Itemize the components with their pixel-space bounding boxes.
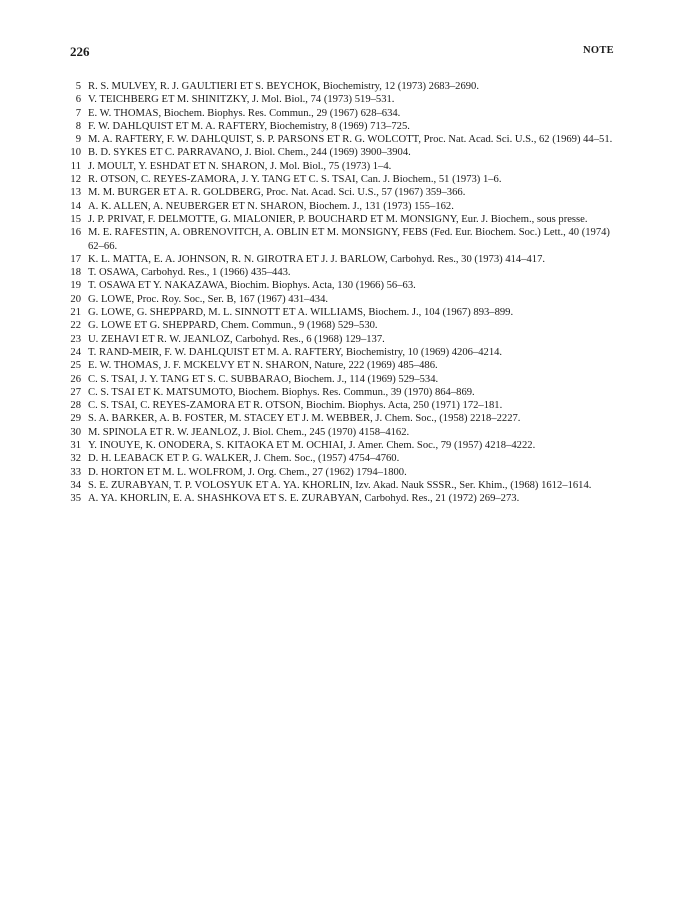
reference-number: 27 bbox=[70, 386, 81, 398]
reference-text: F. W. DAHLQUIST ET M. A. RAFTERY, Biochemistry, 8 (1969) 713–725. bbox=[88, 120, 410, 132]
reference-number: 31 bbox=[70, 440, 81, 452]
reference-item bbox=[66, 399, 626, 412]
reference-item bbox=[66, 226, 626, 253]
reference-text: G. LOWE, G. SHEPPARD, M. L. SINNOTT ET A. WILLIAMS, Biochem. J., 104 (1967) 893–899. bbox=[88, 307, 514, 319]
reference-text: R. S. MULVEY, R. J. GAULTIERI ET S. BEYCHOK, Biochemistry, 12 (1973) 2683–2690. bbox=[88, 81, 479, 92]
reference-number: 25 bbox=[70, 360, 81, 372]
reference-text: D. H. LEABACK ET P. G. WALKER, J. Chem. Soc., (1957) 4754–4760. bbox=[88, 453, 400, 465]
reference-text: C. S. TSAI ET K. MATSUMOTO, Biochem. Biophys. Res. Commun., 39 (1970) 864–869. bbox=[88, 386, 475, 398]
reference-number: 35 bbox=[70, 493, 81, 505]
reference-text: G. LOWE ET G. SHEPPARD, Chem. Commun., 9 (1968) 529–530. bbox=[88, 320, 378, 332]
reference-text: A. K. ALLEN, A. NEUBERGER ET N. SHARON, Biochem. J., 131 (1973) 155–162. bbox=[88, 200, 454, 212]
reference-text: C. S. TSAI, J. Y. TANG ET S. C. SUBBARAO, Biochem. J., 114 (1969) 529–534. bbox=[88, 373, 439, 385]
reference-number: 28 bbox=[70, 400, 81, 412]
reference-item bbox=[66, 319, 626, 332]
reference-text: Y. INOUYE, K. ONODERA, S. KITAOKA ET M. OCHIAI, J. Amer. Chem. Soc., 79 (1957) 4218–4222. bbox=[88, 440, 536, 452]
reference-text: M. M. BURGER ET A. R. GOLDBERG, Proc. Nat. Acad. Sci. U.S., 57 (1967) 359–366. bbox=[88, 187, 466, 199]
reference-text: T. OSAWA ET Y. NAKAZAWA, Biochim. Biophys. Acta, 130 (1966) 56–63. bbox=[88, 280, 416, 292]
reference-item bbox=[66, 412, 626, 425]
reference-item bbox=[66, 386, 626, 399]
reference-item bbox=[66, 479, 626, 492]
reference-item bbox=[66, 293, 626, 306]
reference-number: 16 bbox=[70, 227, 81, 239]
reference-number: 9 bbox=[75, 134, 81, 146]
reference-number: 5 bbox=[75, 81, 81, 92]
reference-text: E. W. THOMAS, J. F. MCKELVY ET N. SHARON, Nature, 222 (1969) 485–486. bbox=[88, 360, 438, 372]
reference-number: 7 bbox=[75, 107, 81, 119]
reference-item bbox=[66, 439, 626, 452]
reference-item bbox=[66, 80, 626, 93]
reference-number: 6 bbox=[75, 94, 81, 106]
reference-item bbox=[66, 186, 626, 199]
reference-item bbox=[66, 120, 626, 133]
reference-text: J. P. PRIVAT, F. DELMOTTE, G. MIALONIER, P. BOUCHARD ET M. MONSIGNY, Eur. J. Biochem., sous presse. bbox=[88, 213, 588, 225]
running-head: NOTE bbox=[583, 45, 614, 56]
reference-number: 30 bbox=[70, 426, 81, 438]
reference-item bbox=[66, 359, 626, 372]
reference-number: 24 bbox=[70, 346, 81, 358]
reference-text: S. E. ZURABYAN, T. P. VOLOSYUK ET A. YA. KHORLIN, Izv. Akad. Nauk SSSR., Ser. Khim., (1968) 1612–1614. bbox=[88, 479, 592, 491]
reference-number: 10 bbox=[70, 147, 81, 159]
reference-item bbox=[66, 107, 626, 120]
reference-text: J. MOULT, Y. ESHDAT ET N. SHARON, J. Mol. Biol., 75 (1973) 1–4. bbox=[88, 160, 392, 172]
reference-text: K. L. MATTA, E. A. JOHNSON, R. N. GIROTRA ET J. J. BARLOW, Carbohyd. Res., 30 (1973) 414–417. bbox=[88, 253, 546, 265]
reference-number: 22 bbox=[70, 320, 81, 332]
reference-number: 23 bbox=[70, 333, 81, 345]
reference-item bbox=[66, 200, 626, 213]
reference-number: 14 bbox=[70, 200, 81, 212]
reference-number: 15 bbox=[70, 213, 81, 225]
reference-text: V. TEICHBERG ET M. SHINITZKY, J. Mol. Biol., 74 (1973) 519–531. bbox=[88, 94, 395, 106]
reference-item bbox=[66, 253, 626, 266]
reference-number: 13 bbox=[70, 187, 81, 199]
reference-number: 8 bbox=[75, 120, 81, 132]
reference-number: 11 bbox=[70, 160, 81, 172]
reference-item bbox=[66, 133, 626, 146]
reference-text: M. E. RAFESTIN, A. OBRENOVITCH, A. OBLIN ET M. MONSIGNY, FEBS (Fed. Eur. Biochem. Soc.) Lett., 40 (1974) 62–66. bbox=[88, 227, 610, 252]
reference-number: 26 bbox=[70, 373, 81, 385]
reference-text: U. ZEHAVI ET R. W. JEANLOZ, Carbohyd. Res., 6 (1968) 129–137. bbox=[88, 333, 385, 345]
reference-number: 29 bbox=[70, 413, 81, 425]
reference-item bbox=[66, 373, 626, 386]
reference-text: M. SPINOLA ET R. W. JEANLOZ, J. Biol. Chem., 245 (1970) 4158–4162. bbox=[88, 426, 410, 438]
reference-item bbox=[66, 426, 626, 439]
reference-text: C. S. TSAI, C. REYES-ZAMORA ET R. OTSON, Biochim. Biophys. Acta, 250 (1971) 172–181. bbox=[88, 400, 503, 412]
reference-item bbox=[66, 213, 626, 226]
reference-item bbox=[66, 279, 626, 292]
reference-text: T. RAND-MEIR, F. W. DAHLQUIST ET M. A. RAFTERY, Biochemistry, 10 (1969) 4206–4214. bbox=[88, 346, 503, 358]
reference-item bbox=[66, 333, 626, 346]
reference-item bbox=[66, 466, 626, 479]
reference-number: 17 bbox=[70, 253, 81, 265]
reference-item bbox=[66, 346, 626, 359]
reference-item bbox=[66, 173, 626, 186]
reference-number: 34 bbox=[70, 479, 81, 491]
page-header bbox=[70, 44, 614, 60]
reference-item bbox=[66, 306, 626, 319]
reference-item bbox=[66, 492, 626, 505]
reference-text: G. LOWE, Proc. Roy. Soc., Ser. B, 167 (1967) 431–434. bbox=[88, 293, 329, 305]
reference-text: B. D. SYKES ET C. PARRAVANO, J. Biol. Chem., 244 (1969) 3900–3904. bbox=[88, 147, 411, 159]
reference-item bbox=[66, 266, 626, 279]
reference-number: 19 bbox=[70, 280, 81, 292]
reference-text: T. OSAWA, Carbohyd. Res., 1 (1966) 435–443. bbox=[88, 267, 291, 279]
reference-item bbox=[66, 160, 626, 173]
reference-number: 21 bbox=[70, 307, 81, 319]
reference-text: R. OTSON, C. REYES-ZAMORA, J. Y. TANG ET C. S. TSAI, Can. J. Biochem., 51 (1973) 1–6. bbox=[88, 174, 502, 186]
reference-number: 12 bbox=[70, 174, 81, 186]
reference-text: M. A. RAFTERY, F. W. DAHLQUIST, S. P. PARSONS ET R. G. WOLCOTT, Proc. Nat. Acad. Sci. U.S., 62 (1969) 44–51. bbox=[88, 134, 613, 146]
reference-item bbox=[66, 146, 626, 159]
reference-number: 20 bbox=[70, 293, 81, 305]
reference-text: E. W. THOMAS, Biochem. Biophys. Res. Commun., 29 (1967) 628–634. bbox=[88, 107, 401, 119]
reference-text: D. HORTON ET M. L. WOLFROM, J. Org. Chem., 27 (1962) 1794–1800. bbox=[88, 466, 407, 478]
reference-number: 33 bbox=[70, 466, 81, 478]
reference-number: 32 bbox=[70, 453, 81, 465]
page-number: 226 bbox=[70, 44, 90, 59]
reference-text: S. A. BARKER, A. B. FOSTER, M. STACEY ET J. M. WEBBER, J. Chem. Soc., (1958) 2218–2227. bbox=[88, 413, 521, 425]
reference-item bbox=[66, 452, 626, 465]
reference-number: 18 bbox=[70, 267, 81, 279]
reference-text: A. YA. KHORLIN, E. A. SHASHKOVA ET S. E. ZURABYAN, Carbohyd. Res., 21 (1972) 269–273. bbox=[88, 493, 520, 505]
reference-item bbox=[66, 93, 626, 106]
reference-list bbox=[66, 80, 626, 506]
